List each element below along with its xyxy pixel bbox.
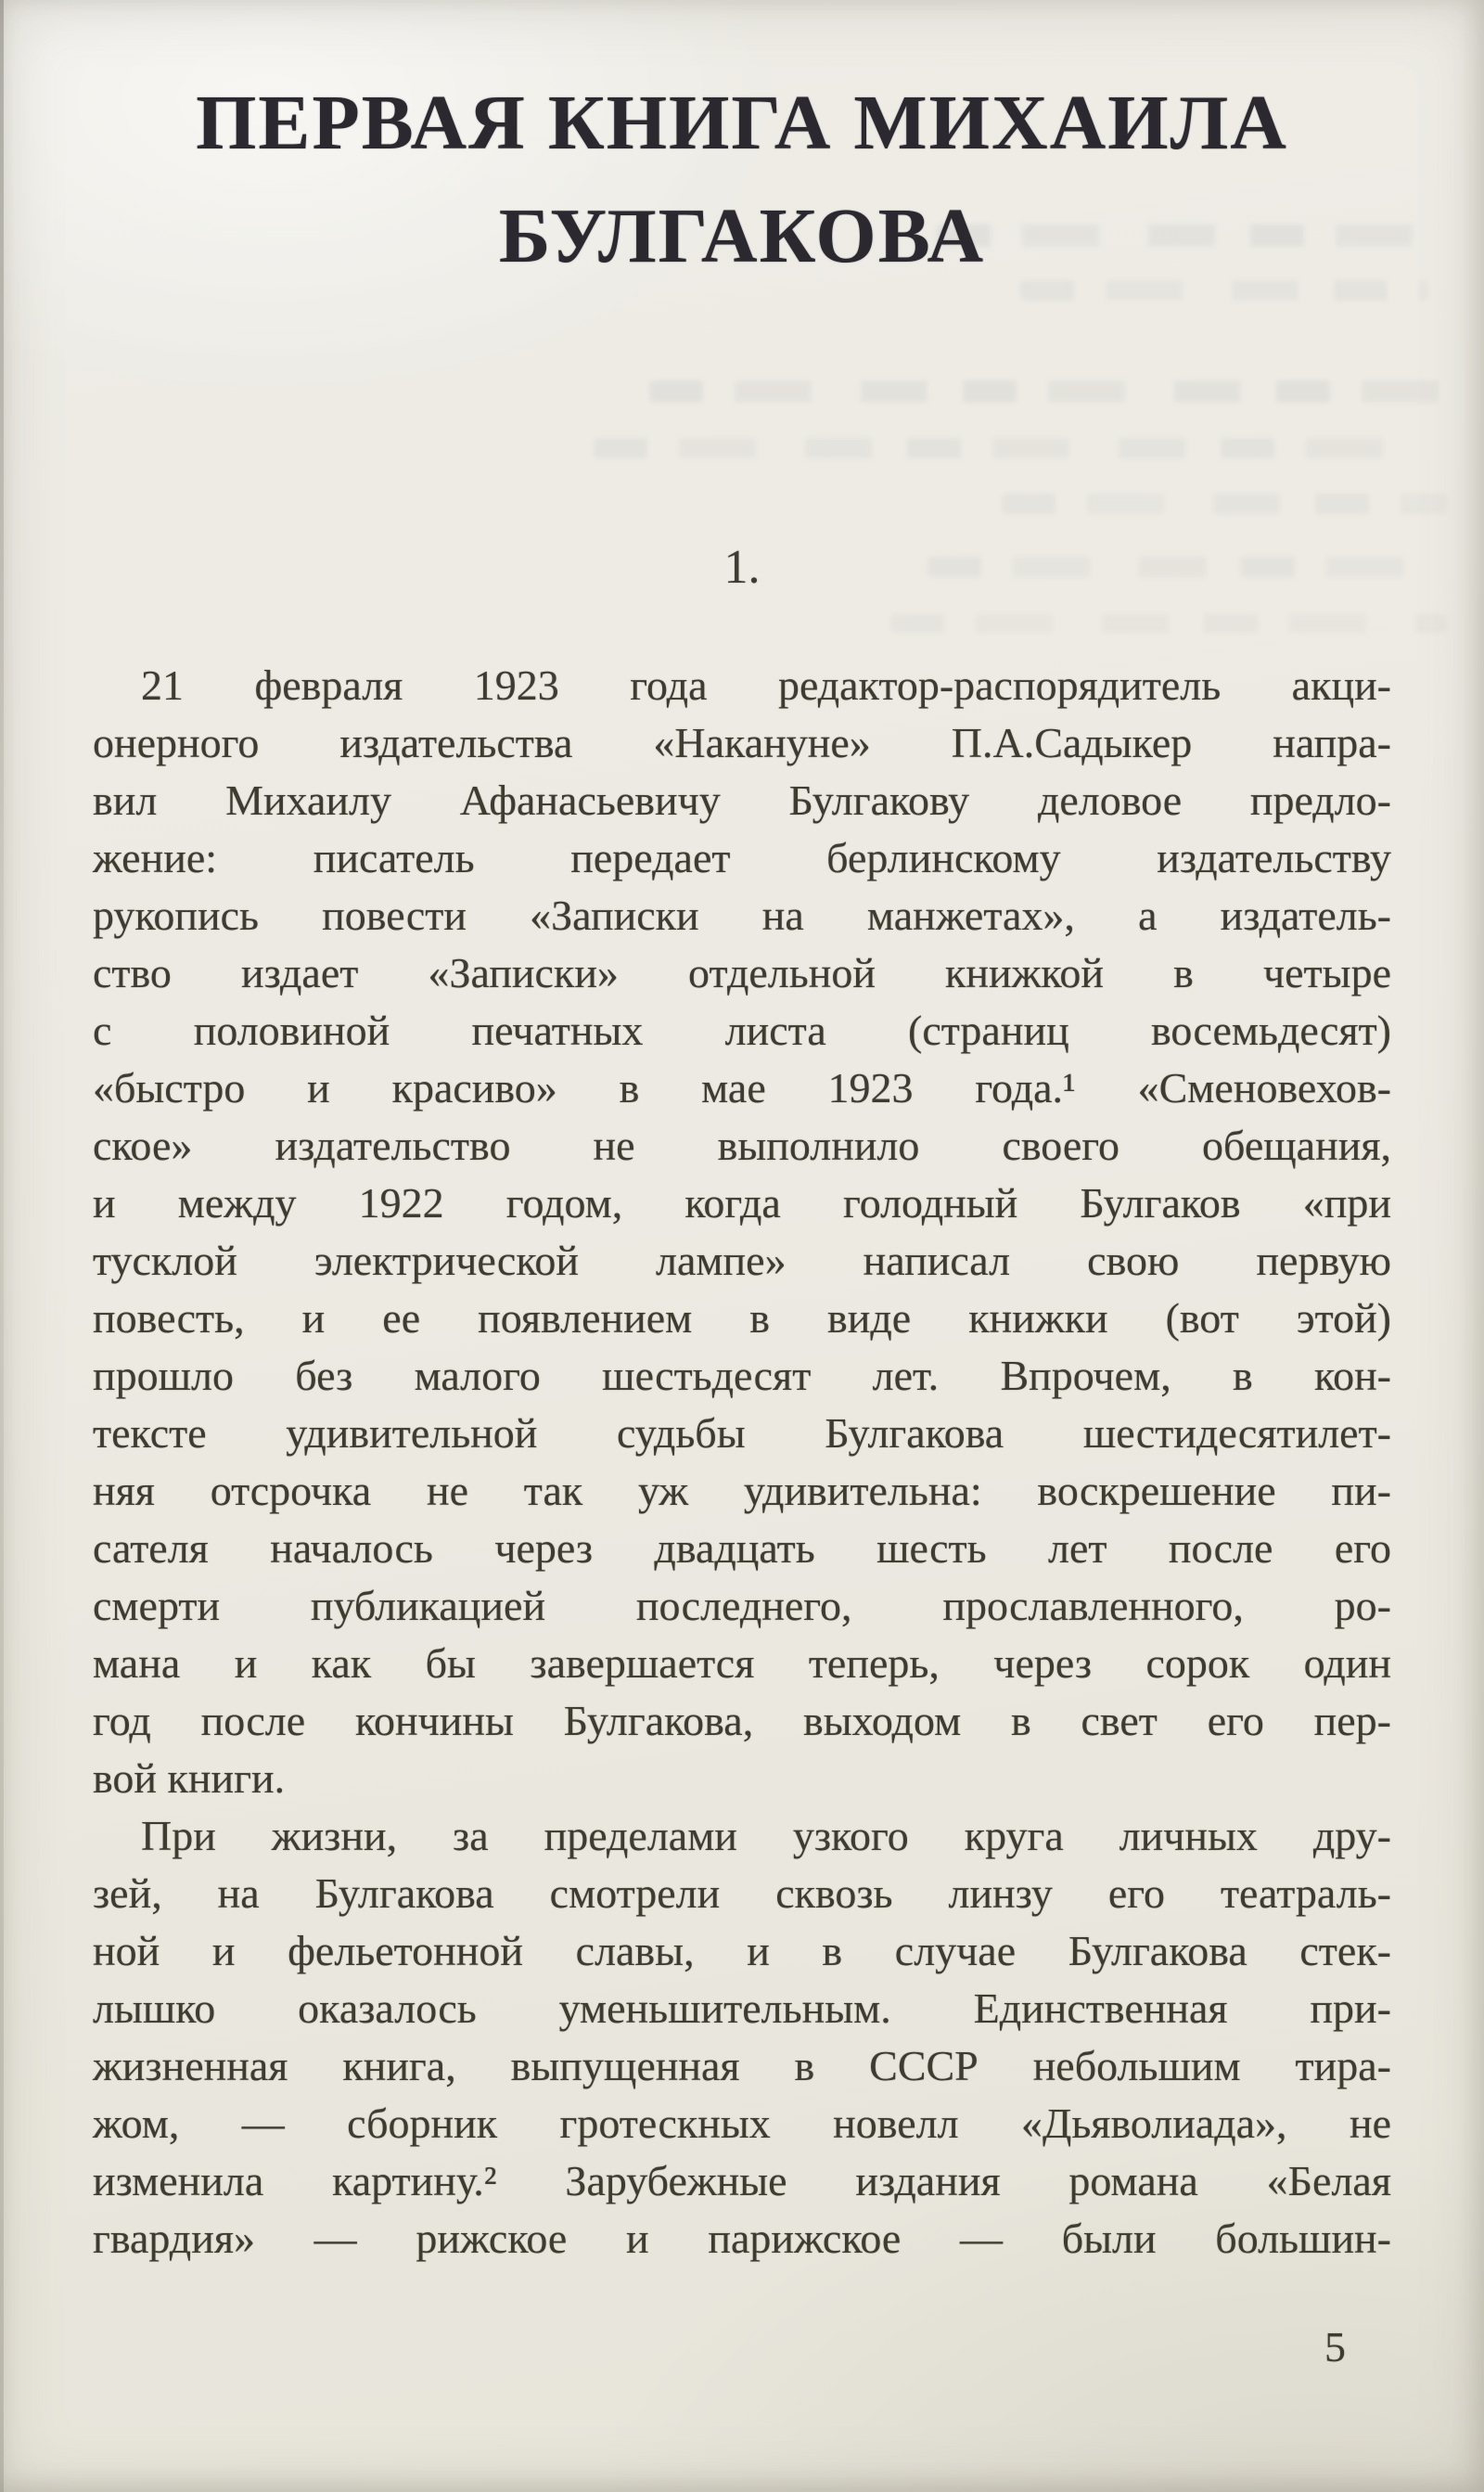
chapter-title-line-1: ПЕРВАЯ КНИГА МИХАИЛА — [196, 80, 1288, 166]
text-line: ское» издательство не выполнило своего обещания, — [93, 1122, 1391, 1169]
text-line: смерти публикацией последнего, прославленного, ро- — [93, 1582, 1391, 1629]
page-number: 5 — [1324, 2323, 1346, 2370]
text-line: 21 февраля 1923 года редактор-распорядитель акци- — [141, 662, 1391, 709]
text-line: жение: писатель передает берлинскому издательству — [93, 834, 1391, 881]
text-line: вил Михаилу Афанасьевичу Булгакову деловое предло- — [93, 777, 1391, 824]
chapter-title — [0, 67, 1484, 293]
text-line: При жизни, за пределами узкого круга личных дру- — [141, 1812, 1391, 1859]
text-line: сателя началось через двадцать шесть лет после его — [93, 1524, 1391, 1572]
text-line: онерного издательства «Накануне» П.А.Садыкер напра- — [93, 719, 1391, 766]
showthrough-line — [594, 438, 1428, 458]
text-line: «быстро и красиво» в мае 1923 года.¹ «Сменовехов- — [93, 1064, 1391, 1111]
chapter-title-line-2: БУЛГАКОВА — [498, 193, 986, 279]
text-line: ство издает «Записки» отдельной книжкой в четыре — [93, 949, 1391, 996]
showthrough-line — [649, 380, 1447, 403]
text-line: жом, — сборник гротескных новелл «Дьяволиада», не — [93, 2100, 1391, 2147]
text-line: вой книги. — [93, 1754, 286, 1802]
text-line: зей, на Булгакова смотрели сквозь линзу его театраль- — [93, 1869, 1391, 1917]
text-line: ной и фельетонной славы, и в случае Булгакова стек- — [93, 1927, 1391, 1974]
text-line: няя отсрочка не так уж удивительна: воскрешение пи- — [93, 1467, 1391, 1514]
text-line: мана и как бы завершается теперь, через сорок один — [93, 1639, 1391, 1687]
showthrough-line — [1002, 494, 1447, 514]
section-number: 1. — [723, 541, 761, 594]
text-line: жизненная книга, выпущенная в СССР небольшим тира- — [93, 2042, 1391, 2089]
text-line: с половиной печатных листа (страниц восемьдесят) — [93, 1007, 1391, 1054]
body-text — [93, 657, 1391, 2267]
text-line: и между 1922 годом, когда голодный Булгаков «при — [93, 1179, 1391, 1227]
text-line: изменила картину.² Зарубежные издания романа «Белая — [93, 2157, 1391, 2204]
showthrough-line — [890, 614, 1447, 633]
text-line: тусклой электрической лампе» написал свою первую — [93, 1237, 1391, 1284]
text-line: повесть, и ее появлением в виде книжки (вот этой) — [93, 1294, 1391, 1342]
text-line: лышко оказалось уменьшительным. Единственная при- — [93, 1985, 1391, 2032]
text-line: гвардия» — рижское и парижское — были большин- — [93, 2215, 1391, 2262]
text-line: тексте удивительной судьбы Булгакова шестидесятилет- — [93, 1409, 1391, 1457]
text-line: прошло без малого шестьдесят лет. Впрочем, в кон- — [93, 1352, 1391, 1399]
text-line: год после кончины Булгакова, выходом в свет его пер- — [93, 1697, 1391, 1744]
text-line: рукопись повести «Записки на манжетах», а издатель- — [93, 892, 1391, 939]
